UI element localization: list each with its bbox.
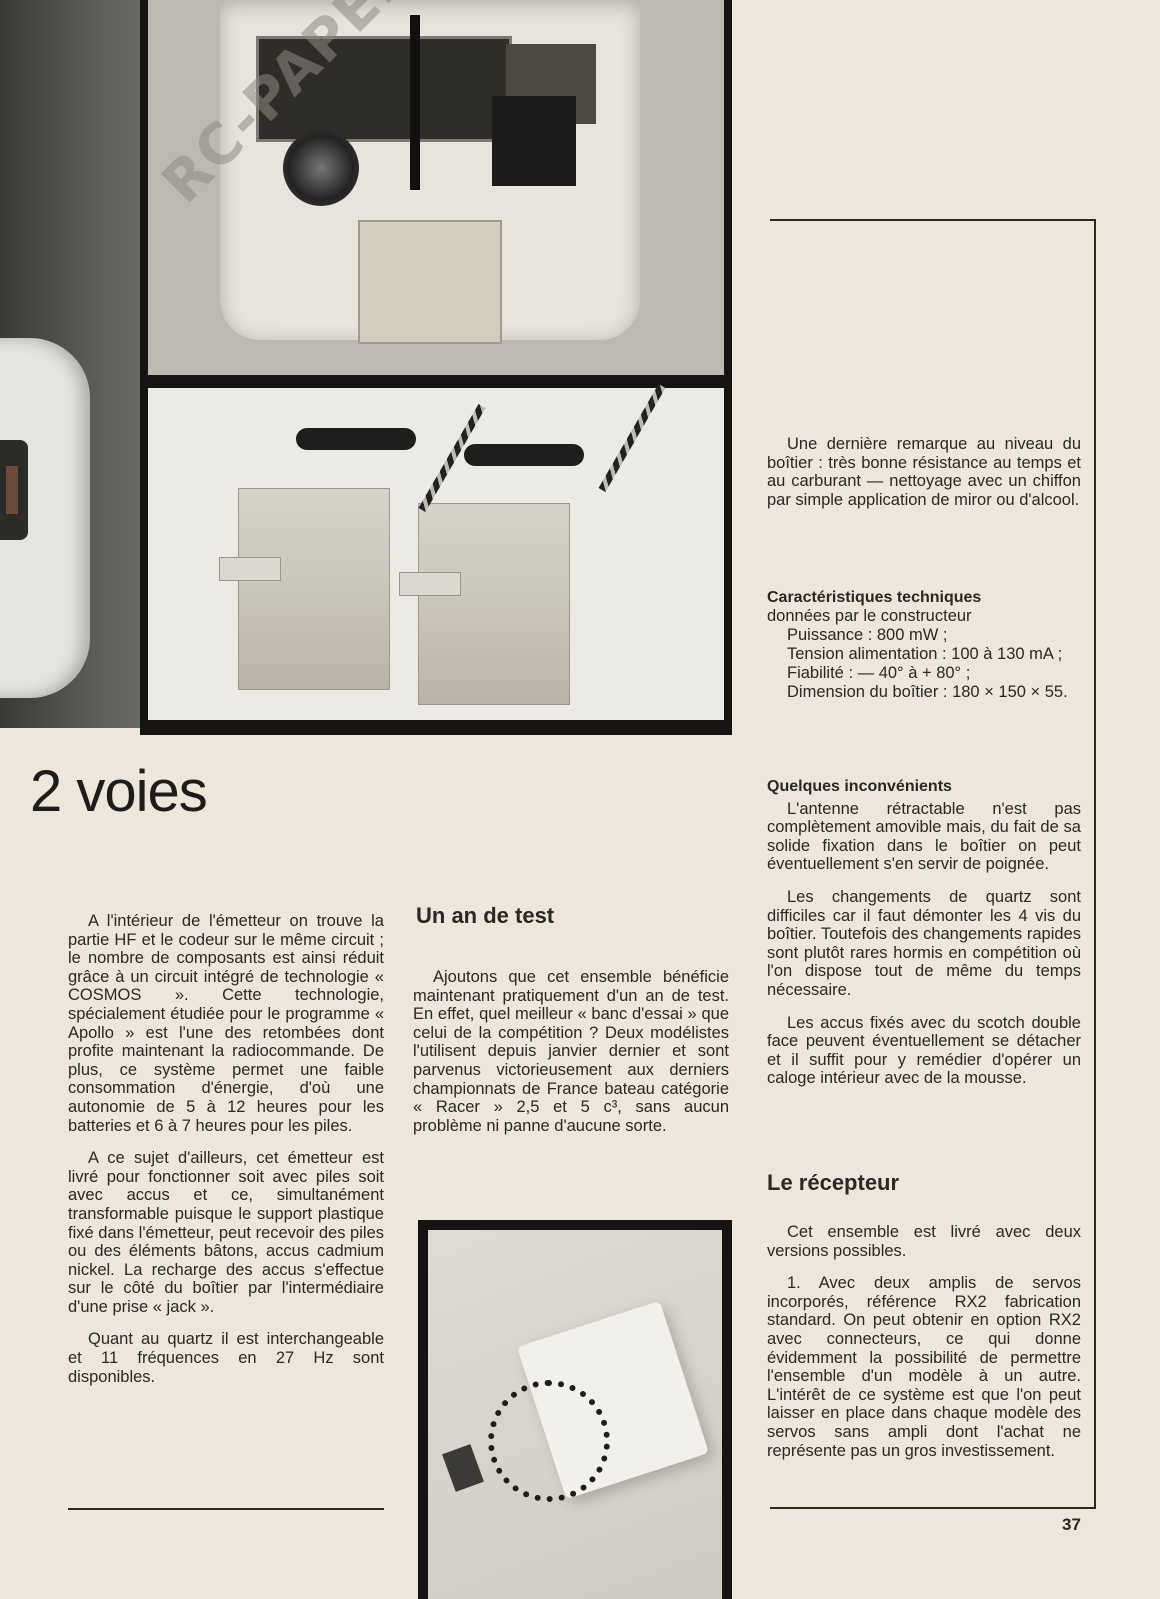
box-rule-right [1094,219,1096,1509]
specs-subheading: données par le constructeur [767,607,972,625]
spec-line: Tension alimentation : 100 à 130 mA ; [787,645,1063,663]
paragraph: A l'intérieur de l'émetteur on trouve la partie HF et le codeur sur le même circuit ; le nombre de composants est ainsi réduit grâce à un circuit intégré de technologie « COSMOS ». Cette technologie, spécialement étudiée pour le programme « Apollo » est l'une des retombées dont profite maintenant la radiocommande. De plus, ce système permet une faible consommation d'énergie, d'où une autonomie de 5 à 12 heures pour les batteries et 6 à 7 heures pour les piles. [68,912,384,1135]
receiver-column [767,1223,1081,1474]
servo-wire [599,384,666,492]
charging-cable [488,1380,610,1502]
spec-line: Fiabilité : — 40° à + 80° ; [787,664,971,682]
paragraph: Une dernière remarque au niveau du boîtier : très bonne résistance au temps et au carburant — nettoyage avec un chiffon par simple application de miror ou d'alcool. [767,435,1081,509]
servos-photo [148,388,724,720]
paragraph: L'antenne rétractable n'est pas complètement amovible mais, du fait de sa solide fixation dans le boîtier on peut éventuellement s'en servir de poignée. [767,799,1081,874]
servo-horn-left [296,428,416,450]
paragraph: Les accus fixés avec du scotch double face peuvent éventuellement se détacher et il suffit pour y remédier d'opérer un caloge intérieur avec de la mousse. [767,1013,1081,1088]
paragraph: 1. Avec deux amplis de servos incorporés, référence RX2 fabrication standard. On peut obtenir en option RX2 avec connecteurs, ce qui donne évidemment la possibilité de permettre l'ensemble d'un modèle à un autre. L'intérêt de ce système est que l'on peut laisser en place dans chaque modèle des servos sans ampli dont l'achat ne représente pas un gros investissement. [767,1274,1081,1460]
section-heading-test: Un an de test [416,903,555,928]
antenna [410,15,420,190]
box-rule-bottom [770,1507,1096,1509]
box-rule-top [770,219,1096,221]
transmitter-photo [0,0,140,728]
servo-horn-right [464,444,584,466]
battery-holder-photo [428,1230,722,1599]
battery-board [358,220,502,344]
spec-line: Dimension du boîtier : 180 × 150 × 55. [787,683,1068,701]
servo-right [418,503,570,705]
specifications [767,588,1081,702]
drawbacks-heading: Quelques inconvénients [767,778,952,795]
photo-frame-bottom [418,1220,732,1599]
spec-line: Puissance : 800 mW ; [787,626,948,644]
drawbacks [767,778,1081,1102]
transmitter-internals-photo [148,0,724,375]
gimbal-stick [492,96,576,186]
left-column [68,912,384,1400]
section-heading-receiver: Le récepteur [767,1170,900,1195]
page-number: 37 [1062,1515,1081,1534]
paragraph: Les changements de quartz sont difficiles car il faut démonter les 4 vis du boîtier. Toutefois des changements rapides sont plutôt rares hormis en compétition où l'on dispose tout de même du temps nécessaire. [767,887,1081,999]
specs-heading: Caractéristiques techniques [767,589,982,606]
paragraph: A ce sujet d'ailleurs, cet émetteur est livré pour fonctionner soit avec piles soit avec accus et ce, simultanément transformable puisque le support plastique fixé dans l'émetteur, peut recevoir des piles ou des éléments bâtons, accus cadmium nickel. La recharge des accus s'effectue sur le côté du boîtier par l'intermédiaire d'une prise « jack ». [68,1149,384,1316]
transmitter-window [0,440,28,540]
jack-plug [442,1444,484,1492]
paragraph: Cet ensemble est livré avec deux versions possibles. [767,1223,1081,1260]
paragraph: Quant au quartz il est interchangeable et 11 fréquences en 27 Hz sont disponibles. [68,1330,384,1386]
column-rule [68,1508,384,1510]
servo-left [238,488,390,690]
paragraph: Ajoutons que cet ensemble bénéficie maintenant pratiquement d'un an de test. En effet, quel meilleur « banc d'essai » que celui de la compétition ? Deux modélistes l'utilisent depuis janvier dernier et sont parvenus victorieusement aux derniers championnats de France bateau catégorie « Racer » 2,5 et 5 c³, sans aucun problème ni panne d'aucune sorte. [413,968,729,1135]
stick-mechanism [283,130,359,206]
right-column-intro [767,435,1081,523]
middle-column [413,968,729,1149]
article-title: 2 voies [30,759,207,824]
